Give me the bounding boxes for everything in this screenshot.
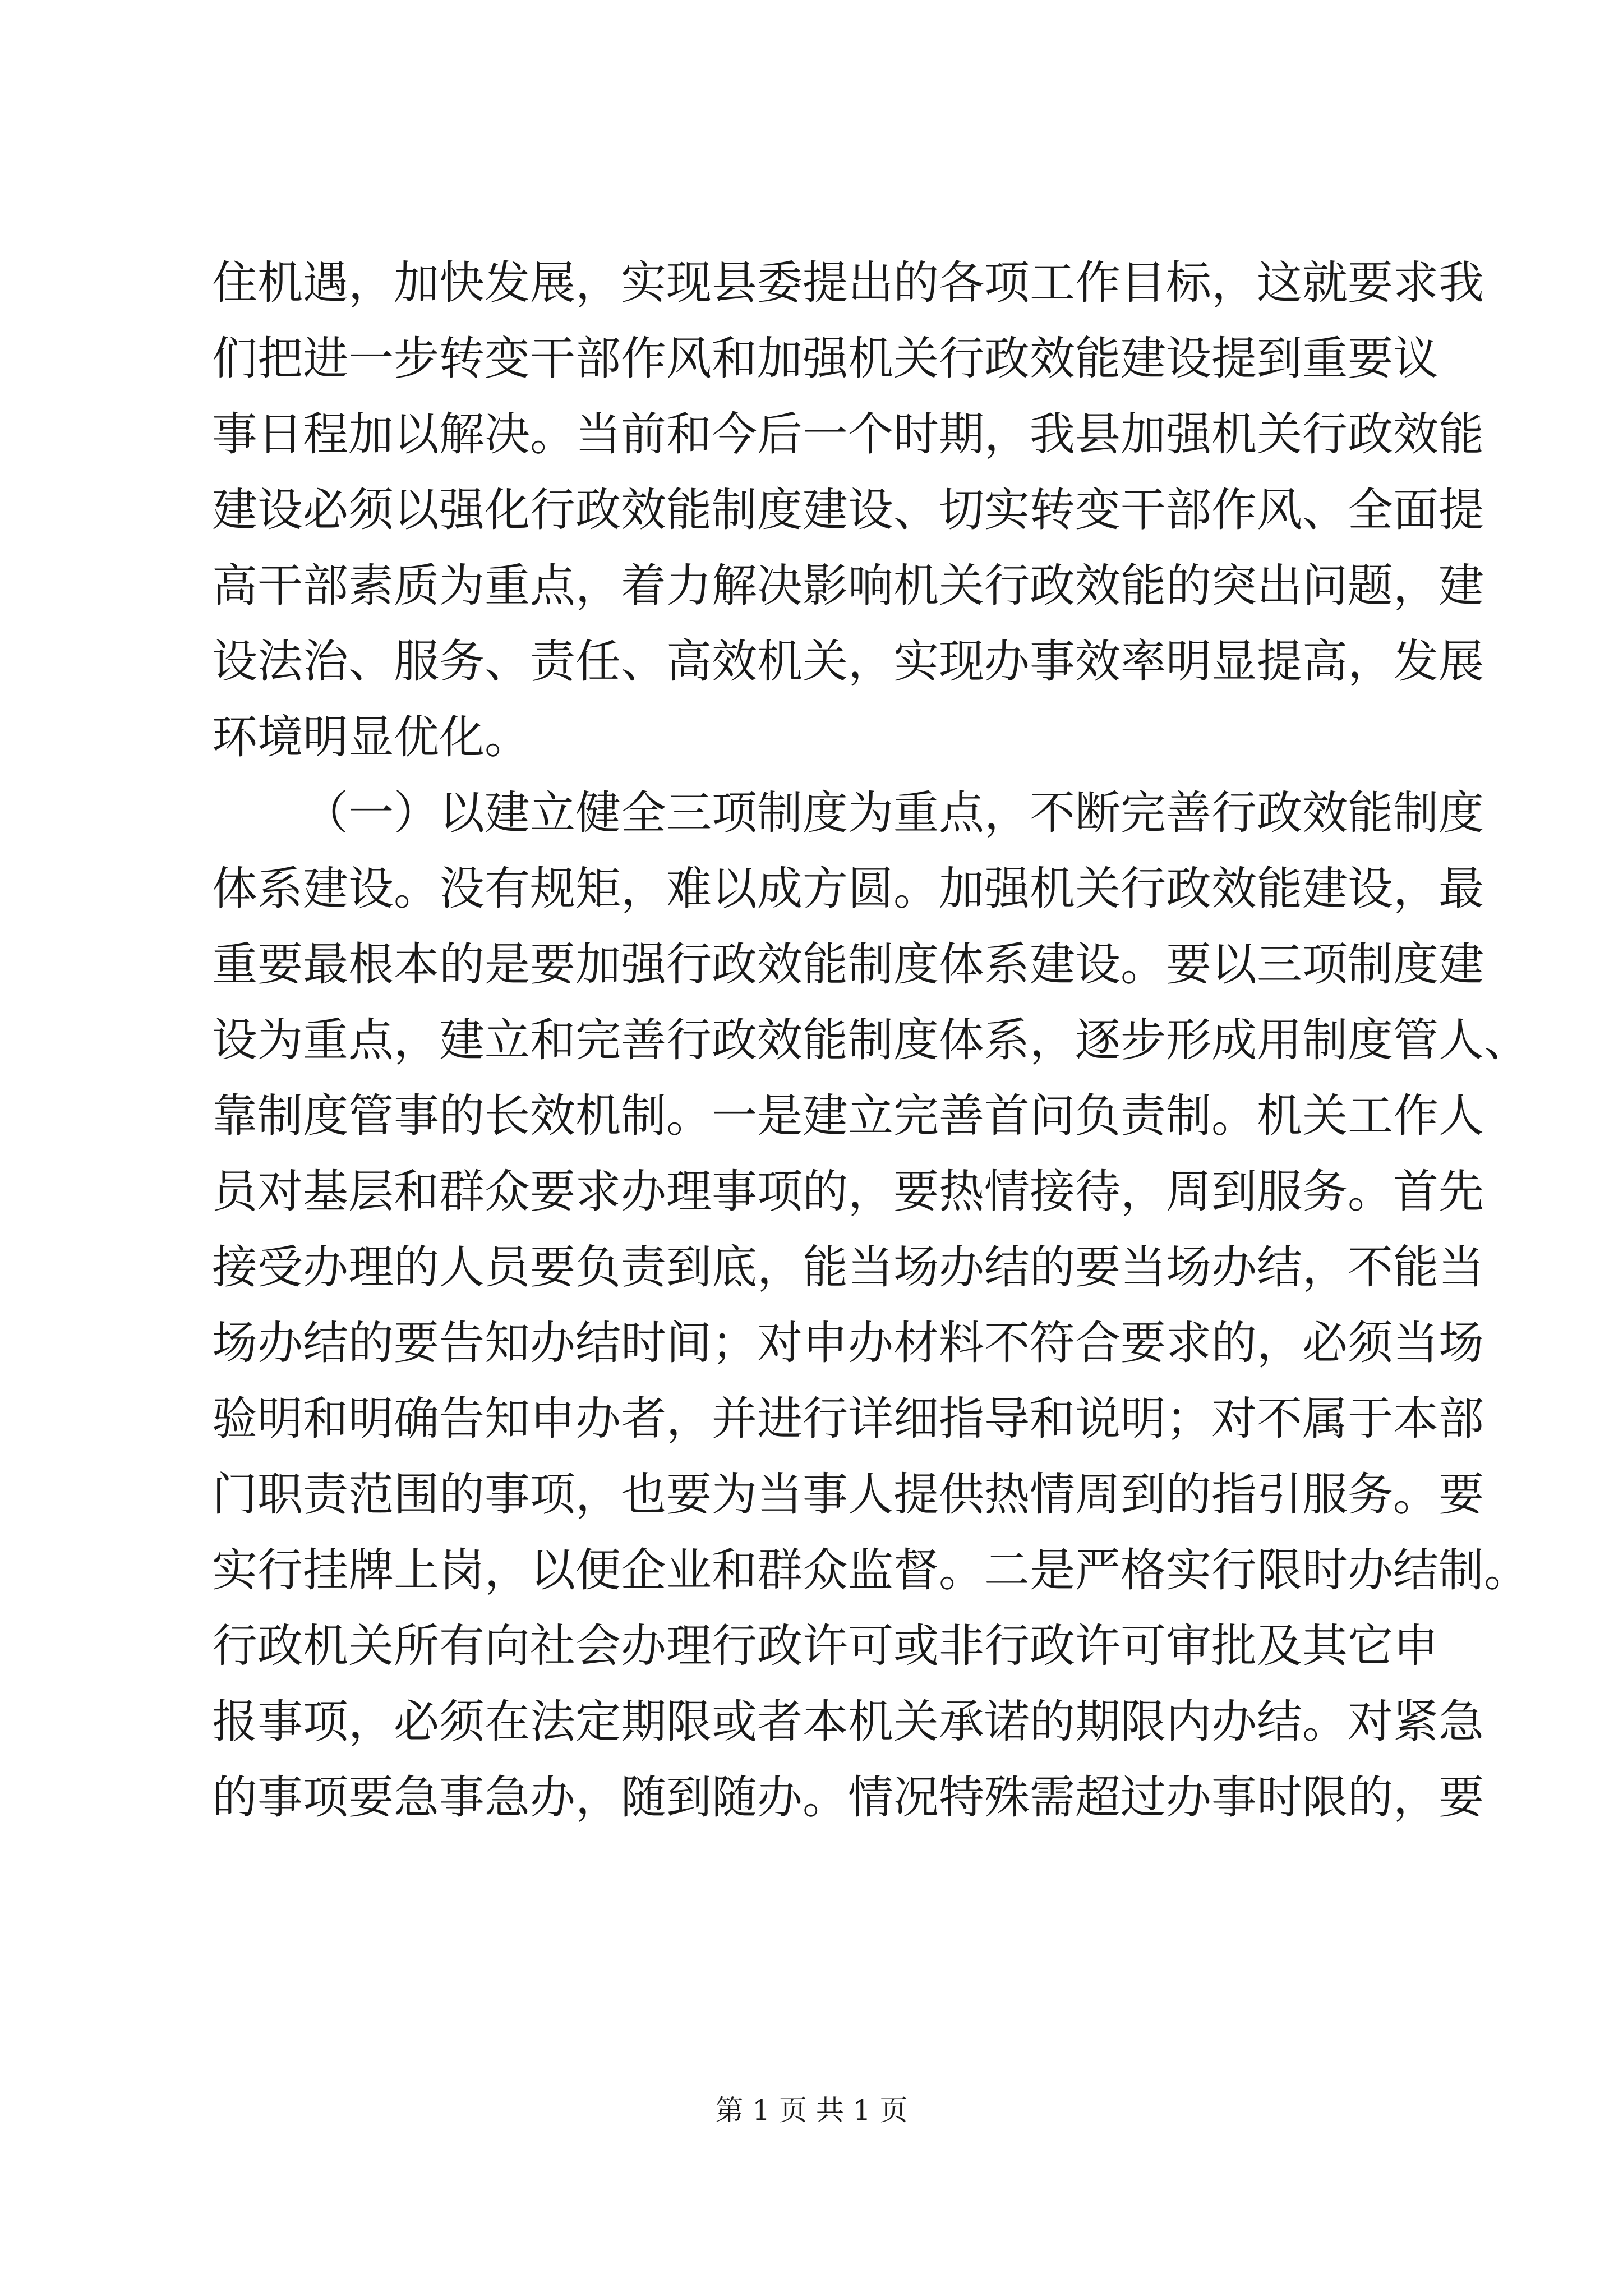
text-line: 接受办理的人员要负责到底，能当场办结的要当场办结，不能当 [212,1241,1484,1294]
document-body [212,246,1530,1836]
text-line: 建设必须以强化行政效能制度建设、切实转变干部作风、全面提 [212,484,1484,537]
text-line: 体系建设。没有规矩，难以成方圆。加强机关行政效能建设，最 [212,863,1484,915]
text-line: 员对基层和群众要求办理事项的，要热情接待，周到服务。首先 [212,1166,1484,1218]
text-line: 靠制度管事的长效机制。一是建立完善首问负责制。机关工作人 [212,1090,1484,1143]
text-line: 报事项，必须在法定期限或者本机关承诺的期限内办结。对紧急 [212,1696,1484,1749]
text-line: 行政机关所有向社会办理行政许可或非行政许可审批及其它申 [212,1620,1439,1673]
text-line: 设为重点，建立和完善行政效能制度体系，逐步形成用制度管人、 [212,1014,1530,1067]
text-line: 验明和明确告知申办者，并进行详细指导和说明；对不属于本部 [212,1393,1484,1446]
text-line: （一）以建立健全三项制度为重点，不断完善行政效能制度 [303,787,1484,840]
text-line: 场办结的要告知办结时间；对申办材料不符合要求的，必须当场 [212,1317,1484,1370]
text-line: 实行挂牌上岗，以便企业和群众监督。二是严格实行限时办结制。 [212,1544,1530,1597]
text-line: 门职责范围的事项，也要为当事人提供热情周到的指引服务。要 [212,1469,1484,1521]
text-line: 的事项要急事急办，随到随办。情况特殊需超过办事时限的，要 [212,1772,1484,1824]
page-footer [0,2093,1623,2127]
page-number-label: 第 1 页 共 1 页 [715,2094,908,2127]
text-line: 重要最根本的是要加强行政效能制度体系建设。要以三项制度建 [212,938,1484,991]
text-line: 事日程加以解决。当前和今后一个时期，我县加强机关行政效能 [212,408,1484,461]
text-line: 环境明显优化。 [212,711,531,764]
text-line: 高干部素质为重点，着力解决影响机关行政效能的突出问题，建 [212,560,1484,613]
text-line: 设法治、服务、责任、高效机关，实现办事效率明显提高，发展 [212,636,1484,688]
text-line: 们把进一步转变干部作风和加强机关行政效能建设提到重要议 [212,333,1439,385]
text-line: 住机遇，加快发展，实现县委提出的各项工作目标，这就要求我 [212,257,1484,310]
